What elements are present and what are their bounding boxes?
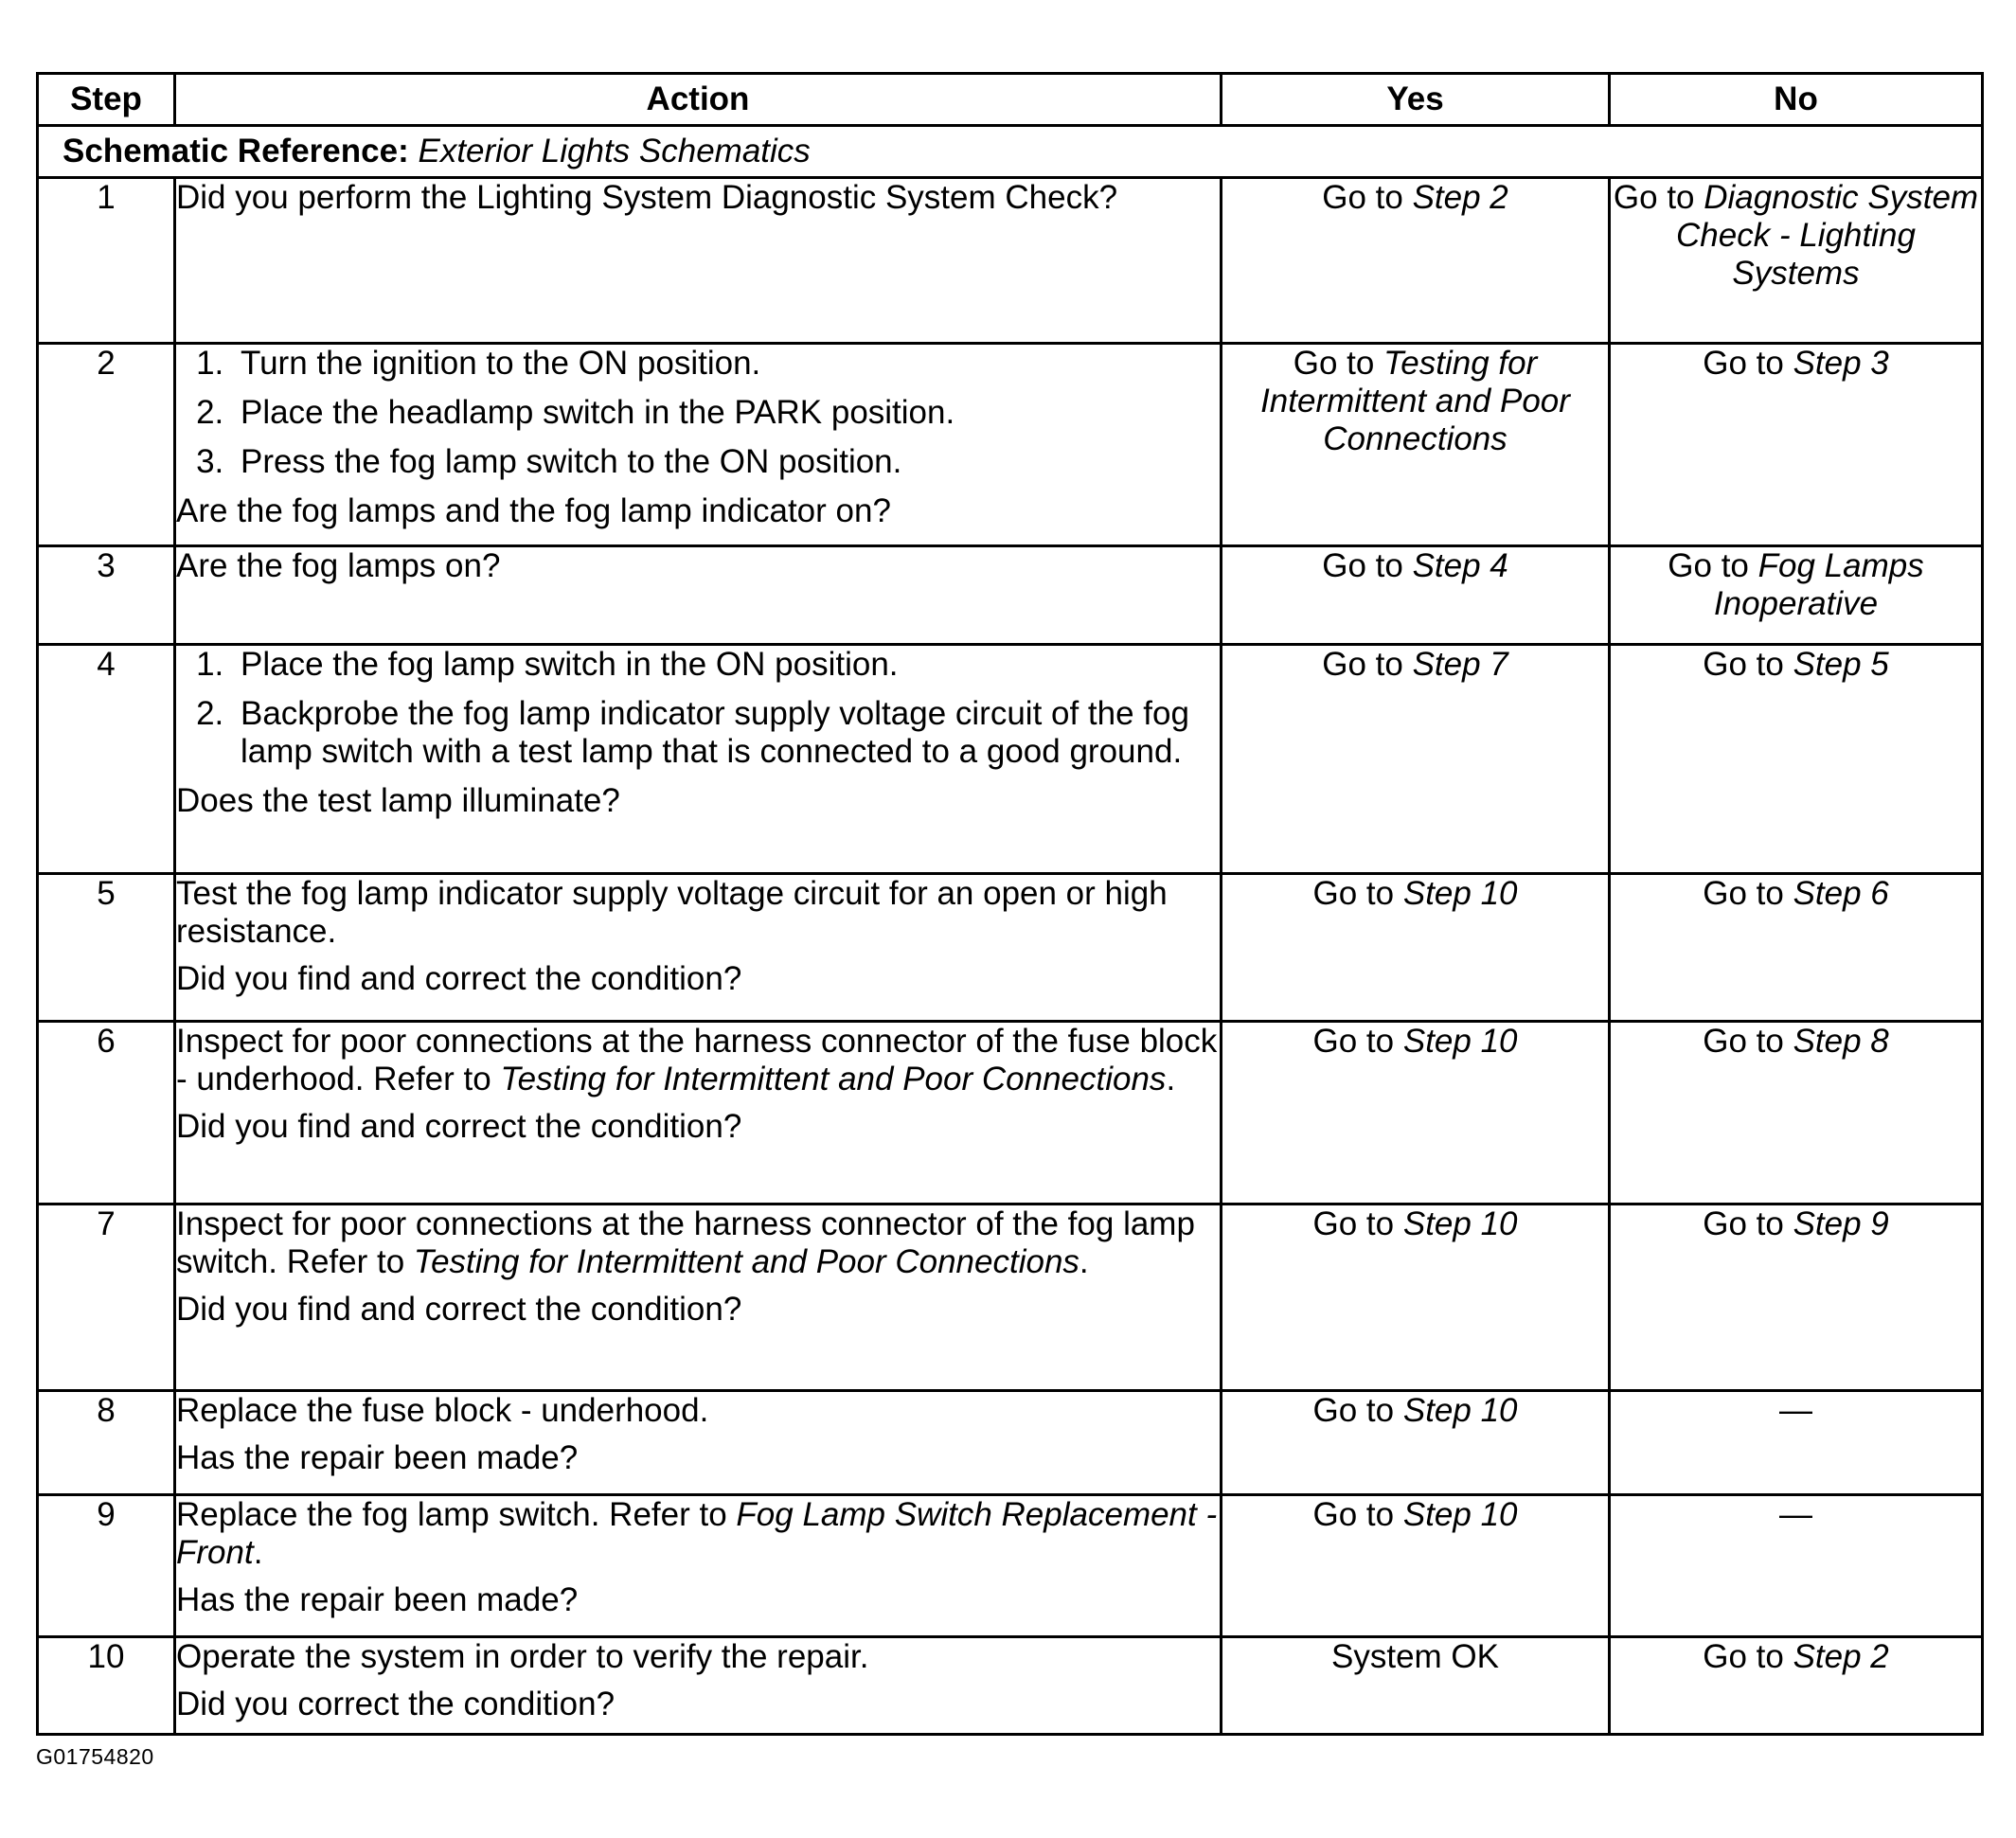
yes-cell (1222, 1495, 1610, 1637)
go-to-text: Go to (1322, 646, 1403, 683)
substep: 3. Press the fog lamp switch to the ON position. (233, 443, 1220, 481)
action-text-part: . (253, 1534, 263, 1571)
action-question: Did you find and correct the condition? (176, 1108, 742, 1145)
step-number: 10 (38, 1637, 175, 1735)
step-number: 8 (38, 1391, 175, 1495)
go-to-text: Go to (1703, 1205, 1784, 1242)
action-question: Did you correct the condition? (176, 1686, 616, 1722)
go-to-text: Go to (1668, 547, 1749, 584)
yes-link[interactable]: Step 10 (1402, 875, 1518, 912)
action-question: Has the repair been made? (176, 1581, 579, 1618)
action-text-part: Inspect for poor connections at the harness connector of the fog lamp switch. Refer to (176, 1205, 1195, 1280)
schematic-reference (38, 126, 1983, 178)
step-number: 9 (38, 1495, 175, 1637)
action-cell (175, 178, 1222, 344)
no-link[interactable]: Step 2 (1793, 1638, 1889, 1675)
substep: 2. Place the headlamp switch in the PARK position. (233, 394, 1220, 432)
table-header-row (38, 74, 1983, 126)
table-row (38, 1205, 1983, 1391)
no-link[interactable]: Step 9 (1793, 1205, 1889, 1242)
action-text-part: . (1166, 1061, 1176, 1097)
yes-link[interactable]: Step 10 (1402, 1023, 1518, 1060)
header-action: Action (175, 74, 1222, 126)
no-link[interactable]: Step 5 (1793, 646, 1889, 683)
action-cell (175, 546, 1222, 645)
yes-result: System OK (1331, 1638, 1499, 1675)
go-to-text: Go to (1322, 179, 1403, 216)
no-cell (1610, 1495, 1983, 1637)
go-to-text: Go to (1703, 1023, 1784, 1060)
action-substeps (176, 345, 1220, 481)
no-cell (1610, 1637, 1983, 1735)
action-text (176, 1205, 1220, 1281)
action-link[interactable]: Fog Lamp Switch Replacement - Front (176, 1496, 1218, 1571)
table-row (38, 1022, 1983, 1205)
action-text: Operate the system in order to verify the repair. (176, 1638, 869, 1675)
step-number: 7 (38, 1205, 175, 1391)
table-row (38, 645, 1983, 874)
action-cell (175, 1205, 1222, 1391)
action-text-part: Inspect for poor connections at the harness connector of the fuse block - underhood. Refer to (176, 1023, 1218, 1097)
no-cell (1610, 1391, 1983, 1495)
header-yes: Yes (1222, 74, 1610, 126)
action-link[interactable]: Testing for Intermittent and Poor Connections (413, 1243, 1079, 1280)
step-number: 6 (38, 1022, 175, 1205)
figure-id: G01754820 (36, 1744, 154, 1769)
action-cell (175, 1391, 1222, 1495)
yes-cell (1222, 1391, 1610, 1495)
no-link[interactable]: Fog Lamps Inoperative (1713, 547, 1924, 622)
no-link[interactable]: Diagnostic System Check - Lighting Systems (1676, 179, 1979, 292)
header-no: No (1610, 74, 1983, 126)
header-step: Step (38, 74, 175, 126)
yes-cell (1222, 1637, 1610, 1735)
table-row (38, 344, 1983, 546)
go-to-text: Go to (1312, 1496, 1395, 1533)
schematic-link[interactable]: Exterior Lights Schematics (418, 133, 811, 170)
substep: 1. Place the fog lamp switch in the ON position. (233, 646, 1220, 684)
action-cell (175, 645, 1222, 874)
schematic-label: Schematic Reference: (62, 133, 409, 170)
action-cell (175, 874, 1222, 1022)
no-cell (1610, 344, 1983, 546)
diagnostic-table (36, 72, 1984, 1736)
yes-link[interactable]: Step 10 (1402, 1205, 1518, 1242)
go-to-text: Go to (1312, 875, 1395, 912)
yes-link[interactable]: Testing for Intermittent and Poor Connections (1260, 345, 1570, 457)
table-row (38, 546, 1983, 645)
yes-cell (1222, 874, 1610, 1022)
action-text (176, 1023, 1220, 1098)
go-to-text: Go to (1312, 1392, 1395, 1429)
no-cell (1610, 1022, 1983, 1205)
yes-cell (1222, 1205, 1610, 1391)
no-link[interactable]: Step 6 (1793, 875, 1889, 912)
step-number: 2 (38, 344, 175, 546)
action-question: Has the repair been made? (176, 1439, 579, 1476)
action-cell (175, 344, 1222, 546)
action-question: Are the fog lamps and the fog lamp indicator on? (176, 492, 891, 529)
go-to-text: Go to (1613, 179, 1695, 216)
go-to-text: Go to (1312, 1205, 1395, 1242)
table-row (38, 874, 1983, 1022)
action-question: Did you find and correct the condition? (176, 960, 742, 997)
action-text: Test the fog lamp indicator supply voltage circuit for an open or high resistance. (176, 875, 1168, 950)
go-to-text: Go to (1703, 875, 1784, 912)
no-dash: — (1779, 1392, 1812, 1429)
no-cell (1610, 178, 1983, 344)
action-cell (175, 1495, 1222, 1637)
go-to-text: Go to (1322, 547, 1403, 584)
no-cell (1610, 874, 1983, 1022)
step-number: 5 (38, 874, 175, 1022)
action-cell (175, 1637, 1222, 1735)
no-link[interactable]: Step 3 (1793, 345, 1889, 382)
go-to-text: Go to (1703, 646, 1784, 683)
step-number: 3 (38, 546, 175, 645)
yes-link[interactable]: Step 4 (1412, 547, 1508, 584)
no-dash: — (1779, 1496, 1812, 1533)
yes-cell (1222, 344, 1610, 546)
substep: 1. Turn the ignition to the ON position. (233, 345, 1220, 383)
no-cell (1610, 645, 1983, 874)
go-to-text: Go to (1293, 345, 1375, 382)
yes-link[interactable]: Step 7 (1412, 646, 1508, 683)
yes-link[interactable]: Step 10 (1402, 1496, 1518, 1533)
action-question: Did you perform the Lighting System Diagnostic System Check? (176, 179, 1118, 216)
table-row (38, 178, 1983, 344)
yes-cell (1222, 1022, 1610, 1205)
schematic-reference-row (38, 126, 1983, 178)
action-question: Did you find and correct the condition? (176, 1291, 742, 1328)
action-text-part: . (1079, 1243, 1089, 1280)
action-question: Does the test lamp illuminate? (176, 782, 620, 819)
table-row (38, 1495, 1983, 1637)
action-text: Replace the fuse block - underhood. (176, 1392, 709, 1429)
yes-link[interactable]: Step 10 (1402, 1392, 1518, 1429)
table-row (38, 1391, 1983, 1495)
step-number: 4 (38, 645, 175, 874)
step-number: 1 (38, 178, 175, 344)
action-cell (175, 1022, 1222, 1205)
substep: 2. Backprobe the fog lamp indicator supply voltage circuit of the fog lamp switch with a test lamp that is connected to a good ground. (233, 695, 1220, 771)
action-question: Are the fog lamps on? (176, 547, 501, 584)
yes-cell (1222, 645, 1610, 874)
yes-link[interactable]: Step 2 (1412, 179, 1508, 216)
action-text (176, 1496, 1220, 1572)
table-row (38, 1637, 1983, 1735)
yes-cell (1222, 546, 1610, 645)
no-cell (1610, 1205, 1983, 1391)
action-text-part: Replace the fog lamp switch. Refer to (176, 1496, 737, 1533)
no-link[interactable]: Step 8 (1793, 1023, 1889, 1060)
action-substeps (176, 646, 1220, 771)
go-to-text: Go to (1703, 1638, 1784, 1675)
action-link[interactable]: Testing for Intermittent and Poor Connections (500, 1061, 1167, 1097)
no-cell (1610, 546, 1983, 645)
go-to-text: Go to (1312, 1023, 1395, 1060)
go-to-text: Go to (1703, 345, 1784, 382)
yes-cell (1222, 178, 1610, 344)
